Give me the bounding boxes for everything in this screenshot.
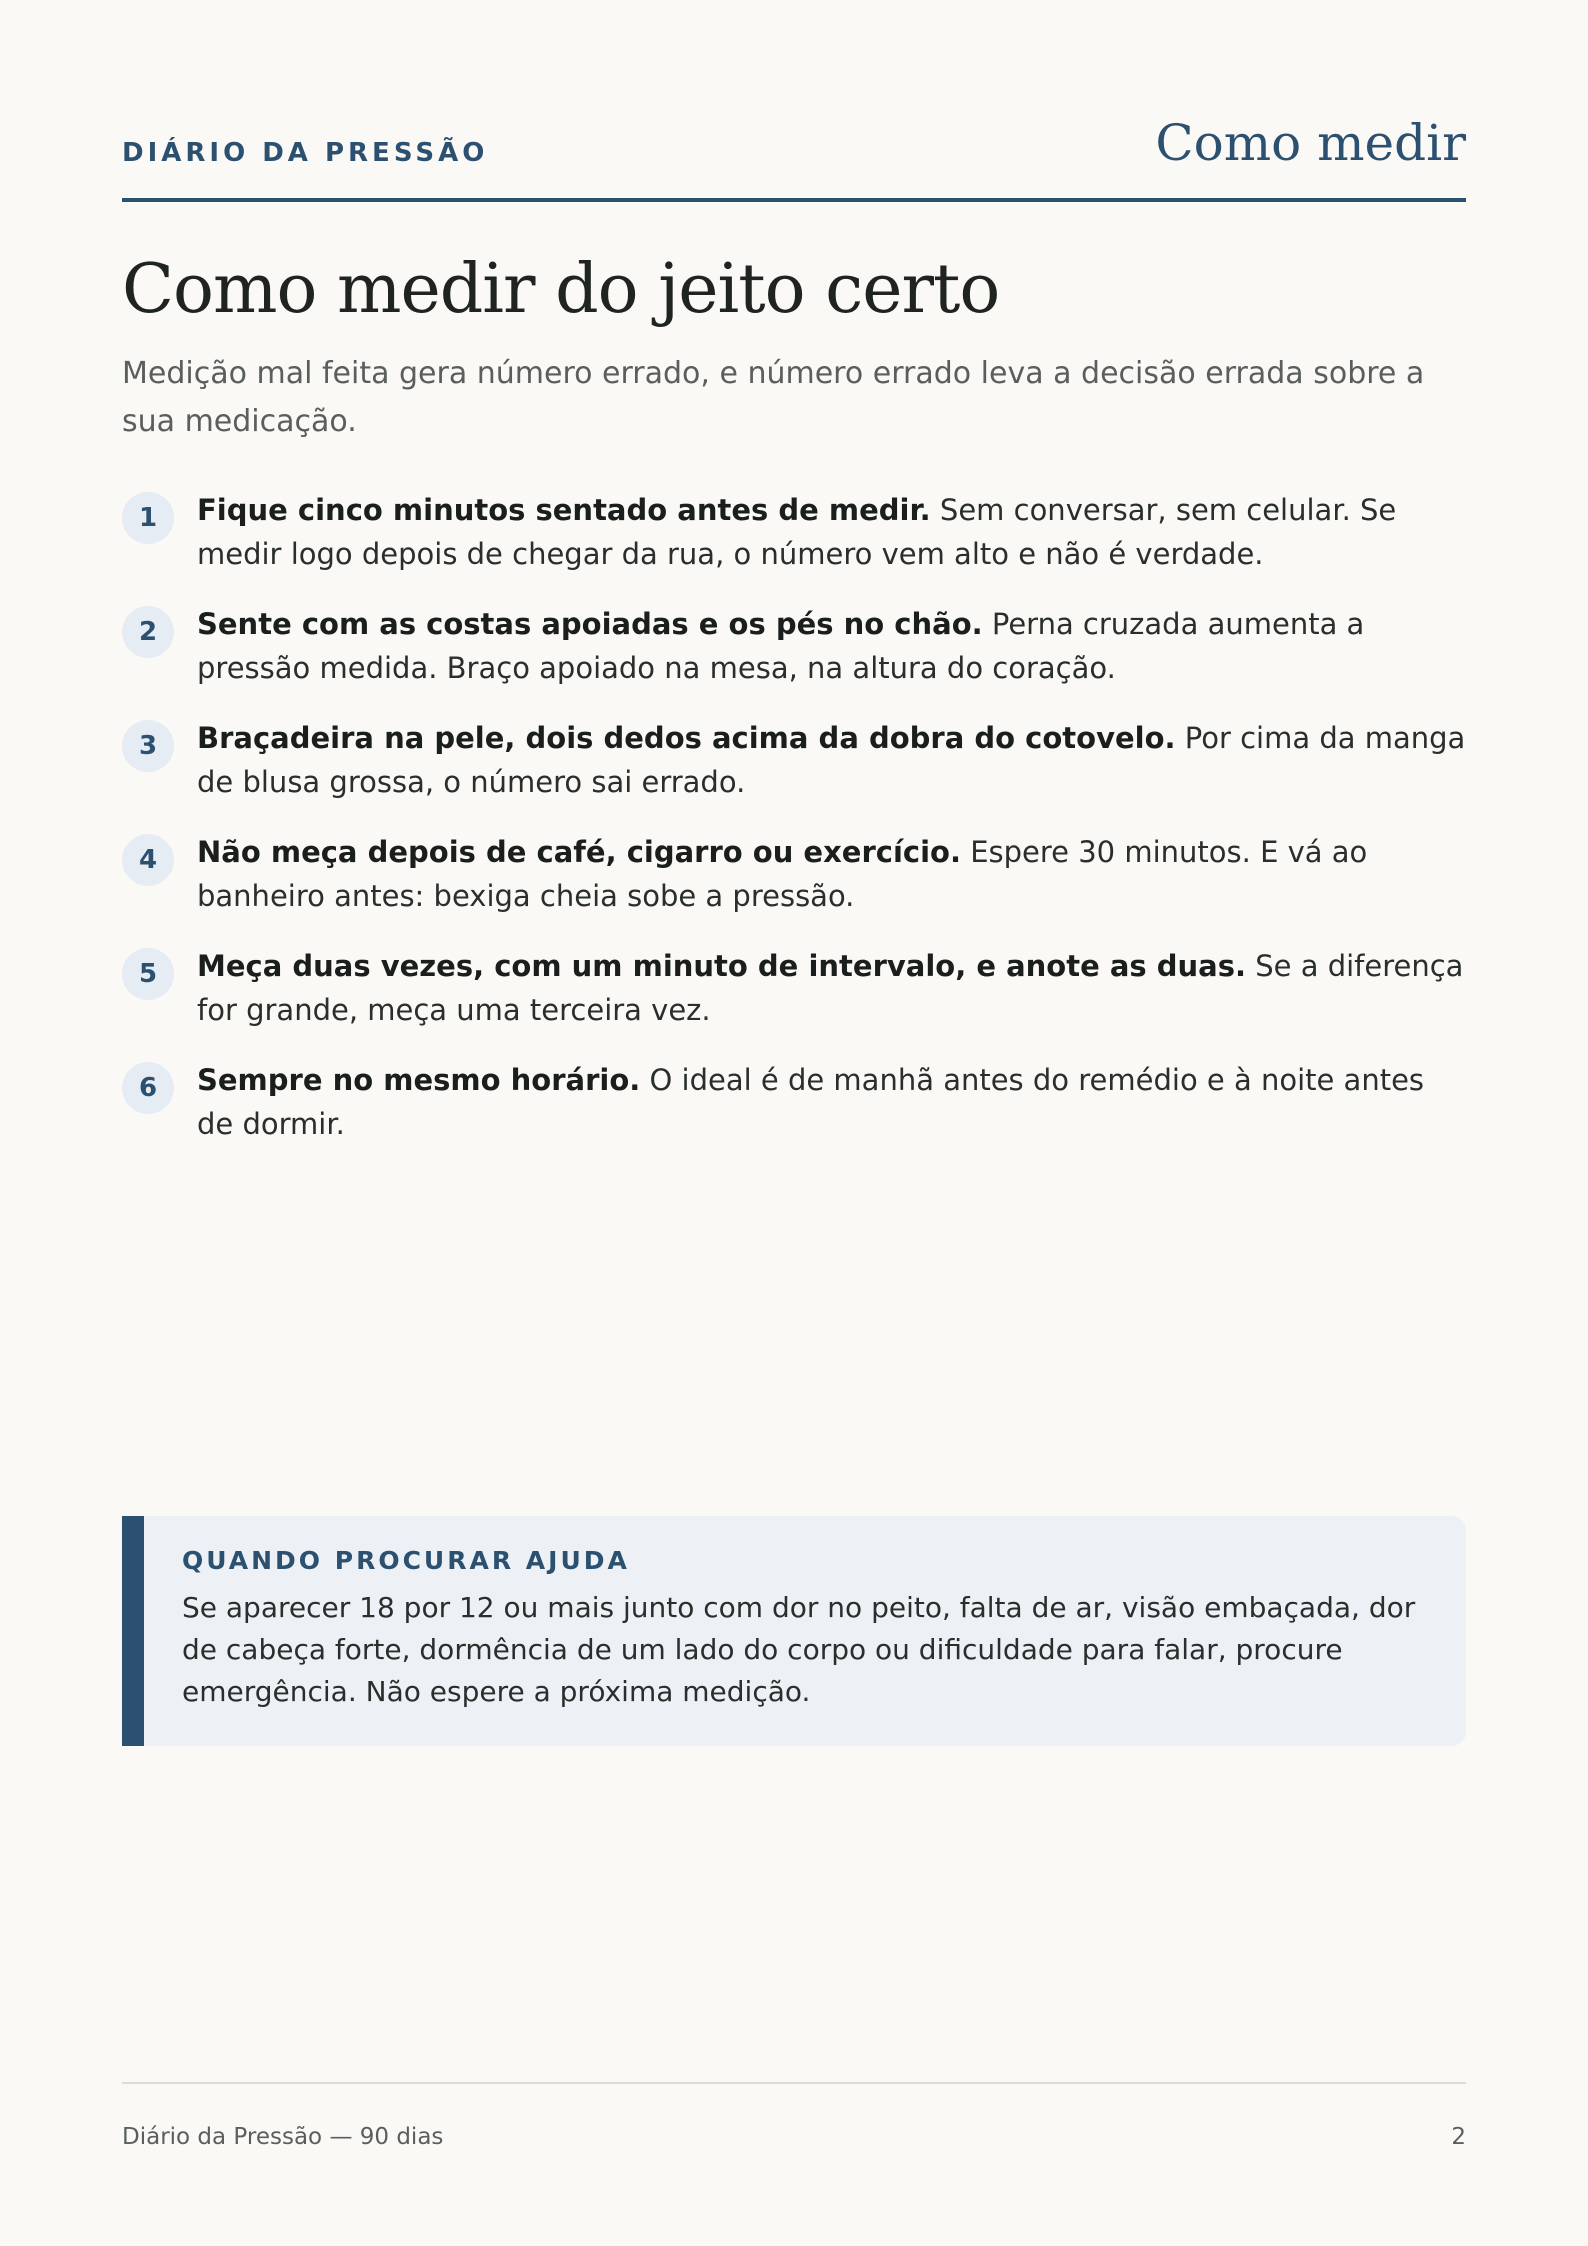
step-lead: Não meça depois de café, cigarro ou exercício.: [197, 835, 961, 869]
step-item: [122, 1058, 1466, 1146]
step-item: [122, 602, 1466, 690]
step-text: Sem conversar, sem celular. Se medir logo depois de chegar da rua, o número vem alto e não é verdade.: [197, 493, 1397, 571]
step-number-badge: 4: [122, 834, 174, 886]
step-item: [122, 830, 1466, 918]
steps-list: [122, 488, 1466, 1172]
callout-title: QUANDO PROCURAR AJUDA: [182, 1546, 630, 1575]
step-item: [122, 944, 1466, 1032]
step-text: O ideal é de manhã antes do remédio e à noite antes de dormir.: [197, 1063, 1425, 1141]
step-number-badge: 6: [122, 1062, 174, 1114]
document-page: [122, 0, 1466, 2246]
section-title: Como medir: [1155, 114, 1466, 172]
footer-title: Diário da Pressão — 90 dias: [122, 2124, 444, 2150]
step-number-badge: 5: [122, 948, 174, 1000]
step-text: Se a diferença for grande, meça uma terceira vez.: [197, 949, 1464, 1027]
footer-divider: [122, 2082, 1466, 2084]
step-lead: Sempre no mesmo horário.: [197, 1063, 641, 1097]
page-title: Como medir do jeito certo: [122, 250, 1000, 329]
step-lead: Meça duas vezes, com um minuto de intervalo, e anote as duas.: [197, 949, 1247, 983]
step-text: Por cima da manga de blusa grossa, o número sai errado.: [197, 721, 1466, 799]
callout-body: Se aparecer 18 por 12 ou mais junto com dor no peito, falta de ar, visão embaçada, dor de cabeça forte, dormência de um lado do corpo ou dificuldade para falar, procure emergência. Não espere a próxima medição.: [182, 1591, 1416, 1708]
page-header: [122, 110, 1466, 202]
brand-label: DIÁRIO DA PRESSÃO: [122, 138, 489, 168]
step-lead: Fique cinco minutos sentado antes de medir.: [197, 493, 931, 527]
page-number: 2: [1451, 2124, 1466, 2150]
lede-paragraph: Medição mal feita gera número errado, e número errado leva a decisão errada sobre a sua medicação.: [122, 356, 1425, 439]
help-callout: [122, 1516, 1466, 1746]
step-number-badge: 2: [122, 606, 174, 658]
step-item: [122, 716, 1466, 804]
step-lead: Braçadeira na pele, dois dedos acima da dobra do cotovelo.: [197, 721, 1176, 755]
step-number-badge: 1: [122, 492, 174, 544]
step-lead: Sente com as costas apoiadas e os pés no chão.: [197, 607, 983, 641]
step-text: Espere 30 minutos. E vá ao banheiro antes: bexiga cheia sobe a pressão.: [197, 835, 1368, 913]
step-text: Perna cruzada aumenta a pressão medida. Braço apoiado na mesa, na altura do coração.: [197, 607, 1365, 685]
step-number-badge: 3: [122, 720, 174, 772]
step-item: [122, 488, 1466, 576]
